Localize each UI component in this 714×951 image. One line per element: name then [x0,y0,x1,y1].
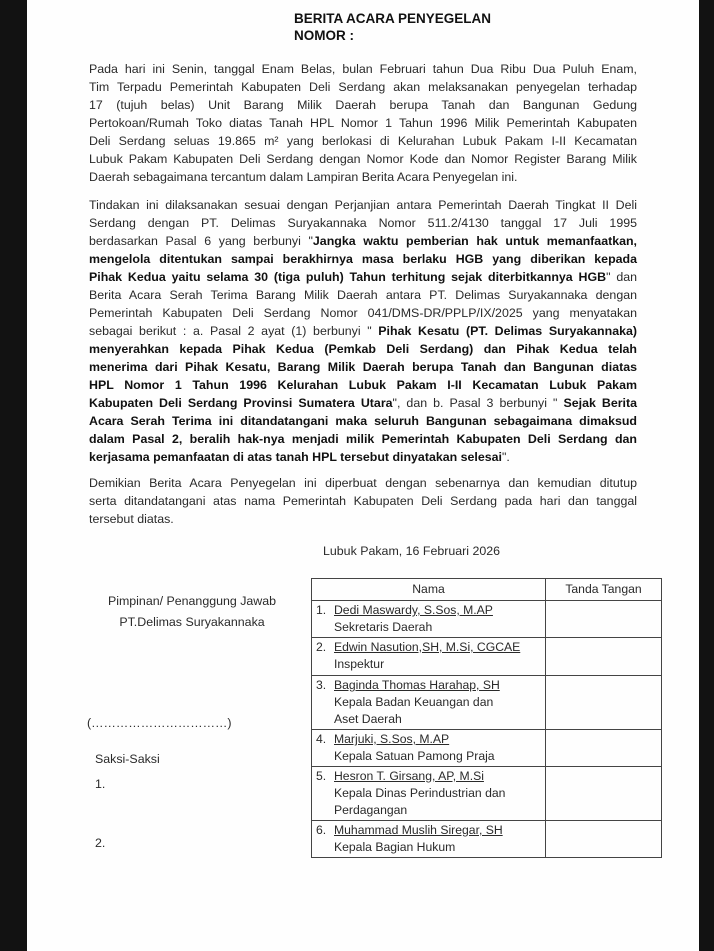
left-signatory-block [97,591,287,633]
text-line [89,340,637,358]
text-line [89,286,637,304]
text-line [89,214,637,232]
official-name: Baginda Thomas Harahap, SH [334,678,500,692]
paragraph-closing [89,474,637,528]
official-cell [312,767,546,821]
document-header [294,10,491,44]
bold-text-segment: Jangka waktu pemberian hak untuk memanfaatkan, [312,234,638,248]
left-signatory-company: PT.Delimas Suryakannaka [119,615,265,629]
signature-table-row [312,821,662,858]
text-line [89,268,637,286]
text-segment: Tindakan ini dilaksanakan sesuai dengan Perjanjian antara Pemerintah Daerah Tingkat II Deli [89,198,637,212]
row-number: 6. [316,823,327,837]
text-segment: Serdang dengan PT. Delimas Suryakannaka Nomor 511.2/4130 tanggal 17 Juli 1995 [89,216,637,230]
text-line [89,168,637,186]
signature-table-row [312,601,662,638]
bold-text-segment: menyerahkan kepada Pihak Kedua (Pemkab Deli Serdang) dan Pihak Kedua telah [89,342,637,356]
official-cell [312,601,546,638]
text-segment: 17 (tujuh belas) Unit Barang Milik Daerah berupa Tanah dan Bangunan Gedung [89,98,637,112]
text-line [89,394,637,412]
text-segment: Pada hari ini Senin, tanggal Enam Belas, bulan Februari tahun Dua Ribu Dua Puluh Enam, [89,62,637,76]
document-number-label: NOMOR : [294,28,354,43]
text-segment: Pemerintah Kabupaten Deli Serdang Nomor 041/DMS-DR/PPLP/IX/2025 yang menyatakan [89,306,637,320]
text-line [89,196,637,214]
official-role: Kepala Badan Keuangan dan [334,695,494,709]
text-segment: " dan [606,270,637,284]
text-segment: ", dan b. Pasal 3 berbunyi " [392,396,564,410]
official-role: Kepala Dinas Perindustrian dan [334,786,506,800]
text-line [89,412,637,430]
official-role: Inspektur [334,657,385,671]
signature-table-header [312,579,662,601]
document-page [27,0,699,951]
row-number: 2. [316,640,327,654]
text-line [89,358,637,376]
official-name: Hesron T. Girsang, AP, M.Si [334,769,484,783]
text-line [89,232,637,250]
official-role: Perdagangan [334,803,408,817]
bold-text-segment: Pihak Kedua yaitu selama 30 (tiga puluh) Tahun terhitung sejak diterbitkannya HGB [89,270,607,284]
text-line [89,114,637,132]
text-line [89,78,637,96]
text-line [89,322,637,340]
bold-text-segment: dalam Pasal 2, beralih hak-nya menjadi milik Pemerintah Kabupaten Deli Serdang dan [89,432,637,446]
signature-blank: (……………………………) [87,716,232,730]
bold-text-segment: HPL Nomor 1 Tahun 1996 Kelurahan Lubuk Pakam I-II Kecamatan Lubuk Pakam [89,378,637,392]
official-role: Kepala Bagian Hukum [334,840,456,854]
text-line [89,510,637,528]
official-role: Kepala Satuan Pamong Praja [334,749,495,763]
text-segment: Pertokoan/Rumah Toko diatas Tanah HPL Nomor 1 Tahun 1996 Milik Pemerintah Kabupaten [89,116,637,130]
official-name: Muhammad Muslih Siregar, SH [334,823,503,837]
text-line [89,474,637,492]
paragraph-legal-basis [89,196,637,466]
text-segment: berdasarkan Pasal 6 yang berbunyi " [89,234,313,248]
header-signature: Tanda Tangan [546,579,662,601]
witness-2: 2. [95,836,106,850]
text-line [89,304,637,322]
signature-cell[interactable] [546,821,662,858]
official-name: Marjuki, S.Sos, M.AP [334,732,450,746]
row-number: 4. [316,732,327,746]
text-line [89,96,637,114]
text-segment: Demikian Berita Acara Penyegelan ini diperbuat dengan sebenarnya dan kemudian ditutup [89,476,637,490]
text-segment: ". [501,450,510,464]
text-line [89,150,637,168]
signature-table-row [312,638,662,676]
header-name: Nama [312,579,546,601]
bold-text-segment: Acara Serah Terima ini ditandatangani maka seluruh Bangunan sebagaimana dimaksud [89,414,637,428]
bold-text-segment: Pihak Kesatu (PT. Delimas Suryakannaka) [378,324,637,338]
text-segment: serta ditandatangani atas nama Pemerintah Kabupaten Deli Serdang pada hari dan tanggal [89,494,637,508]
text-segment: Lubuk Pakam Kabupaten Deli Serdang dengan Nomor Kode dan Nomor Register Barang Milik [89,152,637,166]
official-role: Aset Daerah [334,712,402,726]
bold-text-segment: menerima dari Pihak Kesatu, Barang Milik Daerah berupa Tanah dan Bangunan diatas [89,360,637,374]
text-line [89,250,637,268]
text-line [89,132,637,150]
signature-table-row [312,767,662,821]
signature-cell[interactable] [546,601,662,638]
official-cell [312,821,546,858]
row-number: 1. [316,603,327,617]
official-cell [312,638,546,676]
row-number: 5. [316,769,327,783]
text-segment: Deli Serdang seluas 19.865 m² yang berlokasi di Kelurahan Lubuk Pakam I-II Kecamatan [89,134,637,148]
text-line [89,492,637,510]
text-segment: sebagai berikut : a. Pasal 2 ayat (1) berbunyi " [89,324,379,338]
text-segment: Tim Terpadu Pemerintah Kabupaten Deli Serdang akan melaksanakan penyegelan terhadap [89,80,637,94]
paragraph-opening [89,60,637,186]
official-cell [312,676,546,730]
document-title: BERITA ACARA PENYEGELAN [294,11,492,26]
signature-table [311,578,662,858]
official-role: Sekretaris Daerah [334,620,433,634]
signature-cell[interactable] [546,638,662,676]
text-line [89,448,637,466]
text-line [89,376,637,394]
text-segment: Berita Acara Serah Terima Barang Milik Daerah antara PT. Delimas Suryakannaka dengan [89,288,637,302]
text-segment: tersebut diatas. [89,512,174,526]
official-name: Dedi Maswardy, S.Sos, M.AP [334,603,493,617]
bold-text-segment: Sejak Berita [563,396,638,410]
left-signatory-title: Pimpinan/ Penanggung Jawab [107,594,277,608]
row-number: 3. [316,678,327,692]
bold-text-segment: Kabupaten Deli Serdang Provinsi Sumatera Utara [89,396,393,410]
bold-text-segment: kerjasama pemanfaatan di atas tanah HPL tersebut dinyatakan selesai [89,450,502,464]
official-name: Edwin Nasution,SH, M.Si, CGCAE [334,640,521,654]
official-cell [312,730,546,767]
witnesses-label: Saksi-Saksi [95,752,160,766]
signature-cell[interactable] [546,730,662,767]
signature-table-row [312,676,662,730]
signature-table-row [312,730,662,767]
witness-1: 1. [95,777,106,791]
bold-text-segment: mengelola ditentukan sampai berakhirnya masa berlaku HGB yang diberikan kepada [89,252,637,266]
text-segment: Daerah sebagaimana tercantum dalam Lampiran Berita Acara Penyegelan ini. [89,170,518,184]
text-line [89,430,637,448]
signature-cell[interactable] [546,767,662,821]
text-line [89,60,637,78]
place-and-date: Lubuk Pakam, 16 Februari 2026 [323,544,501,558]
signature-cell[interactable] [546,676,662,730]
